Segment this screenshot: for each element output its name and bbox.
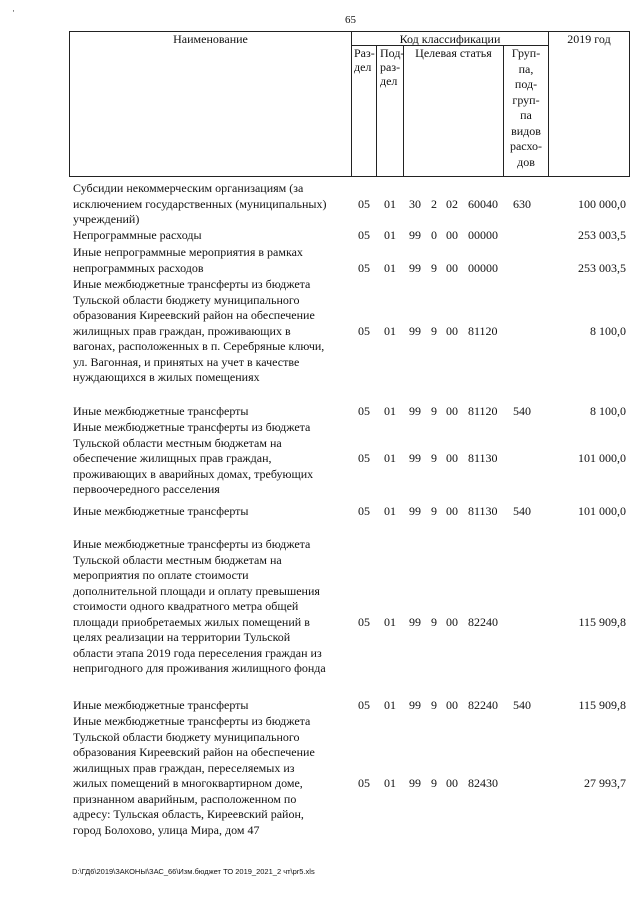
target-sub-cell: 9 [431,698,437,712]
amount-cell: 27 993,7 [584,776,626,790]
target-program-cell: 99 [409,228,421,242]
row-name-line: непрограммных расходов [73,260,204,275]
target-program-cell: 99 [409,776,421,790]
row-name-line: Иные непрограммные мероприятия в рамках [73,245,303,259]
podrazdel-cell: 01 [384,614,396,629]
target-sub-cell: 9 [431,323,437,338]
row-name-line: первоочередного расселения [73,482,220,496]
target-sub-cell: 9 [431,776,437,790]
row-name-line: адресу: Тульская область, Киреевский район, [73,807,304,821]
target-program-cell: 99 [409,698,421,712]
header-razdel: Раз- дел [354,46,375,74]
row-name-line: исключением государственных (муниципальных) [73,196,327,211]
target-main-cell: 02 [446,196,458,211]
header-year: 2019 год [567,32,611,46]
target-sub-cell: 9 [431,504,437,518]
amount-cell: 253 003,5 [578,260,626,275]
target-main-cell: 00 [446,404,458,418]
row-name-line: вагонах, расположенных в п. Серебряные ключи, [73,339,325,353]
row-name-line: образования Киреевский район на обеспечение [73,745,315,759]
podrazdel-cell: 01 [384,698,396,712]
target-direction-cell: 81120 [468,323,498,338]
amount-cell: 101 000,0 [578,504,626,518]
row-name-line: проживающих в аварийных домах, требующих [73,466,314,481]
row-name-line: Иные межбюджетные трансферты из бюджета [73,420,311,434]
expense-group-cell: 540 [513,504,531,518]
target-direction-cell: 81130 [468,504,498,518]
razdel-cell: 05 [358,228,370,242]
target-program-cell: 99 [409,504,421,518]
target-sub-cell: 9 [431,260,437,275]
razdel-cell: 05 [358,404,370,418]
row-name-line: нуждающихся в жилых помещениях [73,370,260,384]
target-main-cell: 00 [446,323,458,338]
amount-cell: 8 100,0 [590,404,626,418]
row-name-line: Иные межбюджетные трансферты из бюджета [73,714,311,728]
header-name: Наименование [173,32,248,46]
row-name-line: жилищных прав граждан, проживающих в [73,323,291,338]
target-direction-cell: 81130 [468,451,498,465]
target-main-cell: 00 [446,776,458,790]
row-name-line: признанном аварийным, расположенном по [73,791,297,806]
row-name-line: образования Киреевский район на обеспечение [73,308,315,322]
razdel-cell: 05 [358,323,370,338]
podrazdel-cell: 01 [384,323,396,338]
row-name-line: Иные межбюджетные трансферты [73,504,249,518]
row-name-line: целях реализации на территории Тульской [73,630,291,644]
podrazdel-cell: 01 [384,504,396,518]
row-name-line: Тульской области местным бюджетам на [73,552,282,567]
header-target: Целевая статья [415,46,492,60]
row-name-line: Тульской области бюджету муниципального [73,729,300,744]
row-name-line: Тульской области бюджету муниципального [73,292,300,307]
amount-cell: 8 100,0 [590,323,626,338]
row-name-line: непригодного для проживания жилищного фонда [73,661,326,675]
amount-cell: 101 000,0 [578,451,626,465]
row-name-line: мероприятия по оплате стоимости [73,568,249,582]
target-main-cell: 00 [446,698,458,712]
target-program-cell: 99 [409,451,421,465]
row-name-line: Тульской области местным бюджетам на [73,435,282,450]
amount-cell: 253 003,5 [578,228,626,242]
target-direction-cell: 82430 [468,776,498,790]
row-name-line: жилых помещений в многоквартирном доме, [73,776,303,790]
target-direction-cell: 00000 [468,228,498,242]
row-name-line: обеспечение жилищных прав граждан, [73,451,272,465]
target-main-cell: 00 [446,260,458,275]
expense-group-cell: 540 [513,404,531,418]
podrazdel-cell: 01 [384,196,396,211]
target-program-cell: 99 [409,260,421,275]
podrazdel-cell: 01 [384,451,396,465]
row-name-line: Иные межбюджетные трансферты из бюджета [73,277,311,291]
row-name-line: Иные межбюджетные трансферты из бюджета [73,537,311,551]
row-name-line: стоимости одного квадратного метра общей [73,599,299,613]
razdel-cell: 05 [358,260,370,275]
podrazdel-cell: 01 [384,228,396,242]
amount-cell: 100 000,0 [578,196,626,211]
razdel-cell: 05 [358,614,370,629]
row-name-line: Непрограммные расходы [73,228,202,242]
podrazdel-cell: 01 [384,776,396,790]
row-name-line: город Болохово, улица Мира, дом 47 [73,822,260,837]
header-podrazdel: Под- раз- дел [380,46,405,88]
row-name-line: Иные межбюджетные трансферты [73,698,249,712]
target-direction-cell: 81120 [468,404,498,418]
target-direction-cell: 82240 [468,614,498,629]
target-program-cell: 99 [409,323,421,338]
row-name-line: учреждений) [73,212,140,226]
row-name-line: области этапа 2019 года переселения граждан из [73,645,322,660]
razdel-cell: 05 [358,776,370,790]
target-program-cell: 30 [409,196,421,211]
row-name-line: дополнительной площади и оплату превышения [73,583,320,598]
row-name-line: площади приобретаемых жилых помещений в [73,614,310,629]
target-sub-cell: 9 [431,404,437,418]
row-name-line: жилищных прав граждан, переселяемых из [73,760,295,775]
target-direction-cell: 60040 [468,196,498,211]
header-code: Код классификации [399,32,501,46]
amount-cell: 115 909,8 [578,698,626,712]
target-direction-cell: 82240 [468,698,498,712]
header-group: Груп- па, под- груп- па видов расхо- дов [509,46,543,169]
row-name-line: Иные межбюджетные трансферты [73,404,249,418]
target-sub-cell: 0 [431,228,437,242]
target-program-cell: 99 [409,614,421,629]
target-sub-cell: 9 [431,451,437,465]
target-main-cell: 00 [446,451,458,465]
row-name-line: Субсидии некоммерческим организациям (за [73,181,304,195]
podrazdel-cell: 01 [384,404,396,418]
target-main-cell: 00 [446,228,458,242]
target-main-cell: 00 [446,614,458,629]
corner-mark: · [12,6,15,16]
target-program-cell: 99 [409,404,421,418]
row-name-line: ул. Вагонная, и принятых на учет в качестве [73,354,300,369]
target-sub-cell: 2 [431,196,437,211]
target-sub-cell: 9 [431,614,437,629]
expense-group-cell: 630 [513,196,531,211]
target-main-cell: 00 [446,504,458,518]
target-direction-cell: 00000 [468,260,498,275]
razdel-cell: 05 [358,698,370,712]
razdel-cell: 05 [358,451,370,465]
razdel-cell: 05 [358,196,370,211]
file-path-footer: D:\ГД6\2019\ЗАКОНЫ\ЗАС_66\Изм.бюджет ТО 2019_2021_2 чт\pr5.xls [72,867,315,876]
podrazdel-cell: 01 [384,260,396,275]
amount-cell: 115 909,8 [578,614,626,629]
page-number: 65 [345,14,356,26]
expense-group-cell: 540 [513,698,531,712]
row-name [73,537,355,677]
razdel-cell: 05 [358,504,370,518]
